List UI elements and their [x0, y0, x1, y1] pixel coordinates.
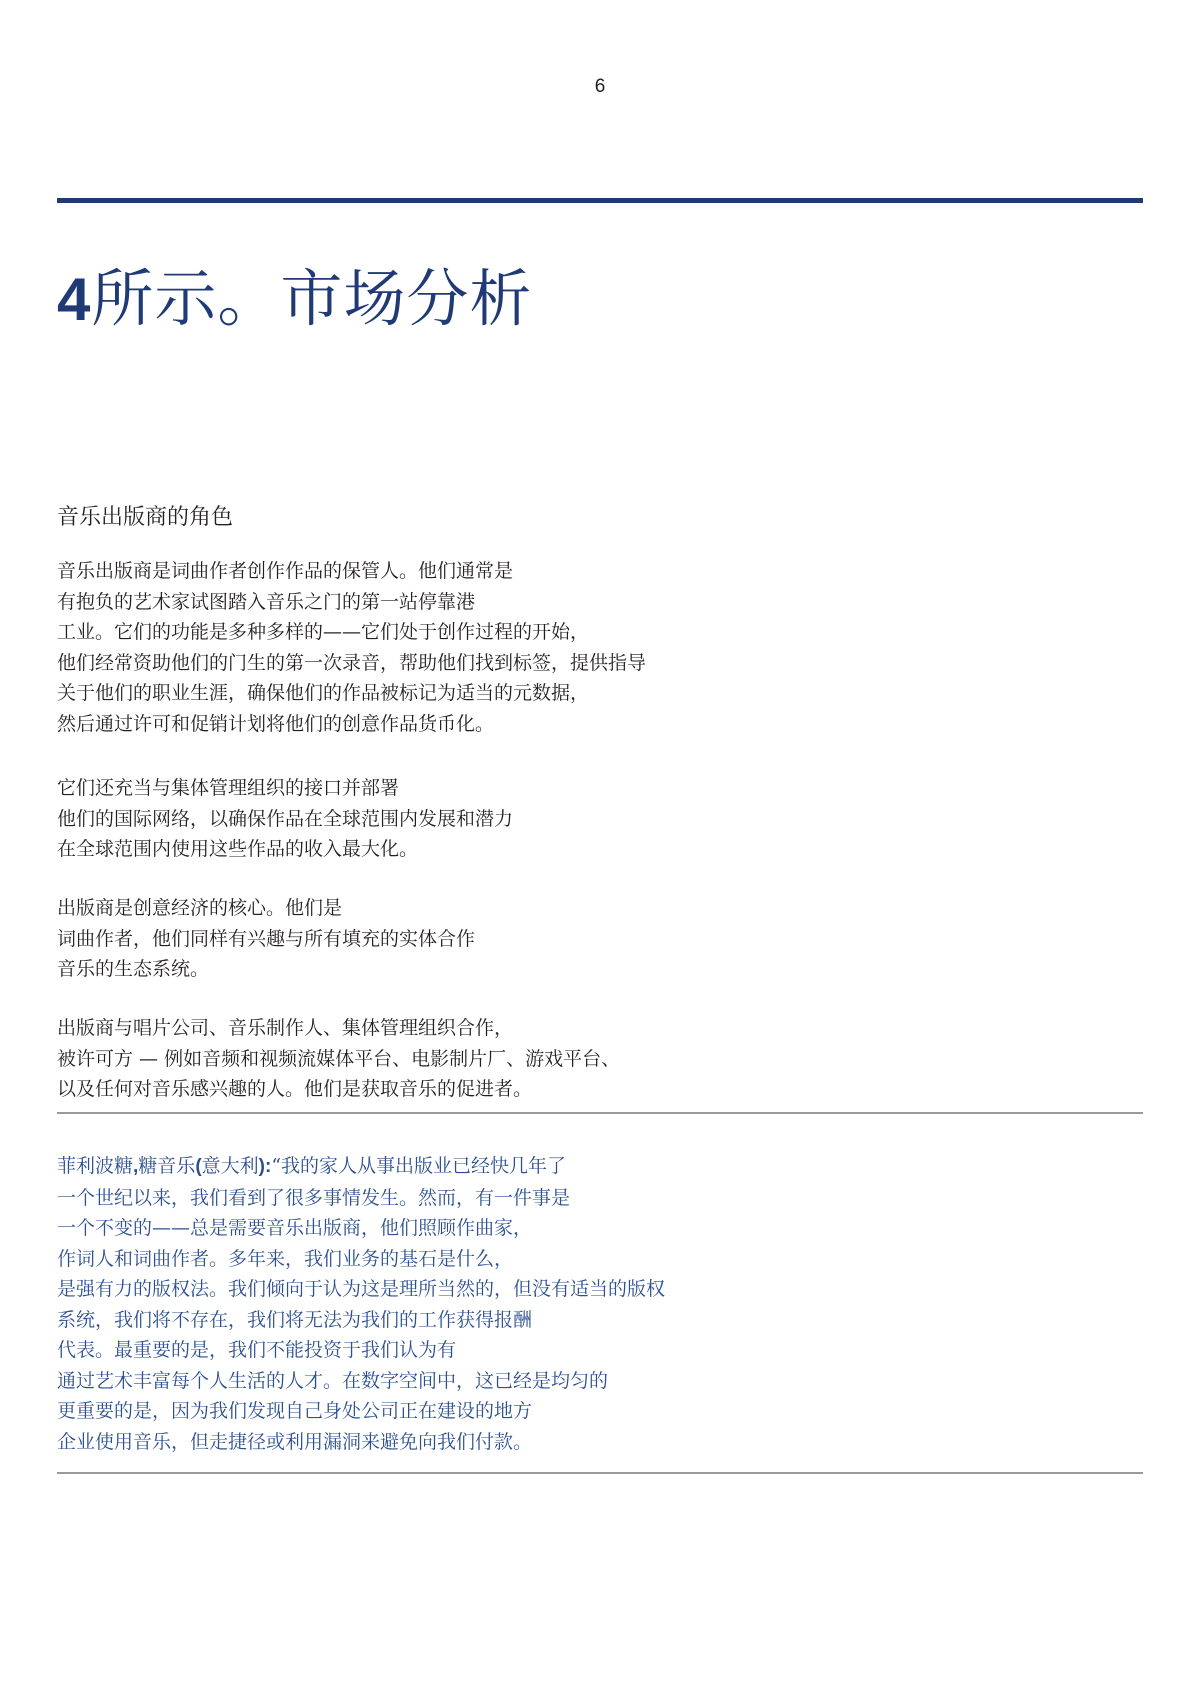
paragraph — [57, 556, 1143, 739]
paragraph-line: 出版商是创意经济的核心。他们是 — [57, 897, 343, 919]
body-paragraph-4 — [57, 1013, 1143, 1105]
paragraph-line: 出版商与唱片公司、音乐制作人、集体管理组织合作， — [57, 1017, 514, 1039]
paragraph — [57, 893, 1143, 985]
quote-first-line-text: “我的家人从事出版业已经快几年了 — [271, 1155, 567, 1177]
quote-speaker-paren-close: ): — [258, 1156, 272, 1177]
paragraph-line: 工业。它们的功能是多种多样的——它们处于创作过程的开始， — [57, 621, 590, 643]
quote-speaker-comma: , — [133, 1156, 139, 1177]
quote-bottom-divider — [57, 1472, 1143, 1474]
chapter-title — [57, 262, 533, 335]
quote-line: 一个世纪以来，我们看到了很多事情发生。然而，有一件事是 — [57, 1186, 571, 1209]
chapter-number: 4 — [57, 266, 92, 333]
quote-line: 通过艺术丰富每个人生活的人才。在数字空间中，这已经是均匀的 — [57, 1369, 609, 1392]
testimonial-quote — [57, 1151, 1143, 1457]
quote-speaker-paren-open: ( — [195, 1156, 202, 1177]
quote-speaker-name: 菲利波糖 — [57, 1155, 134, 1177]
paragraph-line: 在全球范围内使用这些作品的收入最大化。 — [57, 838, 419, 860]
quote-top-divider — [57, 1112, 1143, 1114]
section-heading: 音乐出版商的角色 — [57, 505, 234, 530]
paragraph — [57, 773, 1143, 865]
paragraph-line: 他们经常资助他们的门生的第一次录音，帮助他们找到标签，提供指导 — [57, 651, 647, 674]
body-paragraph-1 — [57, 556, 1143, 739]
paragraph-line: 被许可方 — 例如音频和视频流媒体平台、电影制片厂、游戏平台、 — [57, 1047, 621, 1070]
paragraph-line: 音乐的生态系统。 — [57, 958, 210, 980]
body-paragraph-3 — [57, 893, 1143, 985]
chapter-title-text: 所示。市场分析 — [91, 262, 533, 335]
paragraph-line: 然后通过许可和促销计划将他们的创意作品货币化。 — [57, 712, 495, 735]
paragraph-line: 词曲作者，他们同样有兴趣与所有填充的实体合作 — [57, 927, 476, 950]
paragraph-line: 他们的国际网络，以确保作品在全球范围内发展和潜力 — [57, 807, 514, 830]
paragraph-line: 关于他们的职业生涯，确保他们的作品被标记为适当的元数据， — [57, 682, 590, 704]
quote-line — [57, 1151, 1143, 1183]
paragraph-line: 音乐出版商是词曲作者创作作品的保管人。他们通常是 — [57, 560, 514, 582]
quote-speaker-org: 糖音乐 — [138, 1155, 196, 1177]
quote-line: 系统，我们将不存在，我们将无法为我们的工作获得报酬 — [57, 1308, 533, 1331]
quote-line: 更重要的是，因为我们发现自己身处公司正在建设的地方 — [57, 1400, 533, 1422]
page-number: 6 — [594, 76, 606, 97]
quote-line: 作词人和词曲作者。多年来，我们业务的基石是什么， — [57, 1247, 514, 1270]
quote-line: 一个不变的——总是需要音乐出版商，他们照顾作曲家， — [57, 1217, 533, 1239]
quote-line: 企业使用音乐，但走捷径或利用漏洞来避免向我们付款。 — [57, 1430, 533, 1453]
paragraph-line: 以及任何对音乐感兴趣的人。他们是获取音乐的促进者。 — [57, 1078, 533, 1100]
paragraph-line: 有抱负的艺术家试图踏入音乐之门的第一站停靠港 — [57, 590, 476, 613]
paragraph — [57, 1013, 1143, 1105]
quote-line: 是强有力的版权法。我们倾向于认为这是理所当然的，但没有适当的版权 — [57, 1278, 666, 1300]
quote-line: 代表。最重要的是，我们不能投资于我们认为有 — [57, 1339, 457, 1361]
header-rule — [57, 198, 1143, 203]
body-paragraph-2 — [57, 773, 1143, 865]
quote-speaker-country: 意大利 — [201, 1155, 259, 1177]
paragraph-line: 它们还充当与集体管理组织的接口并部署 — [57, 777, 400, 799]
